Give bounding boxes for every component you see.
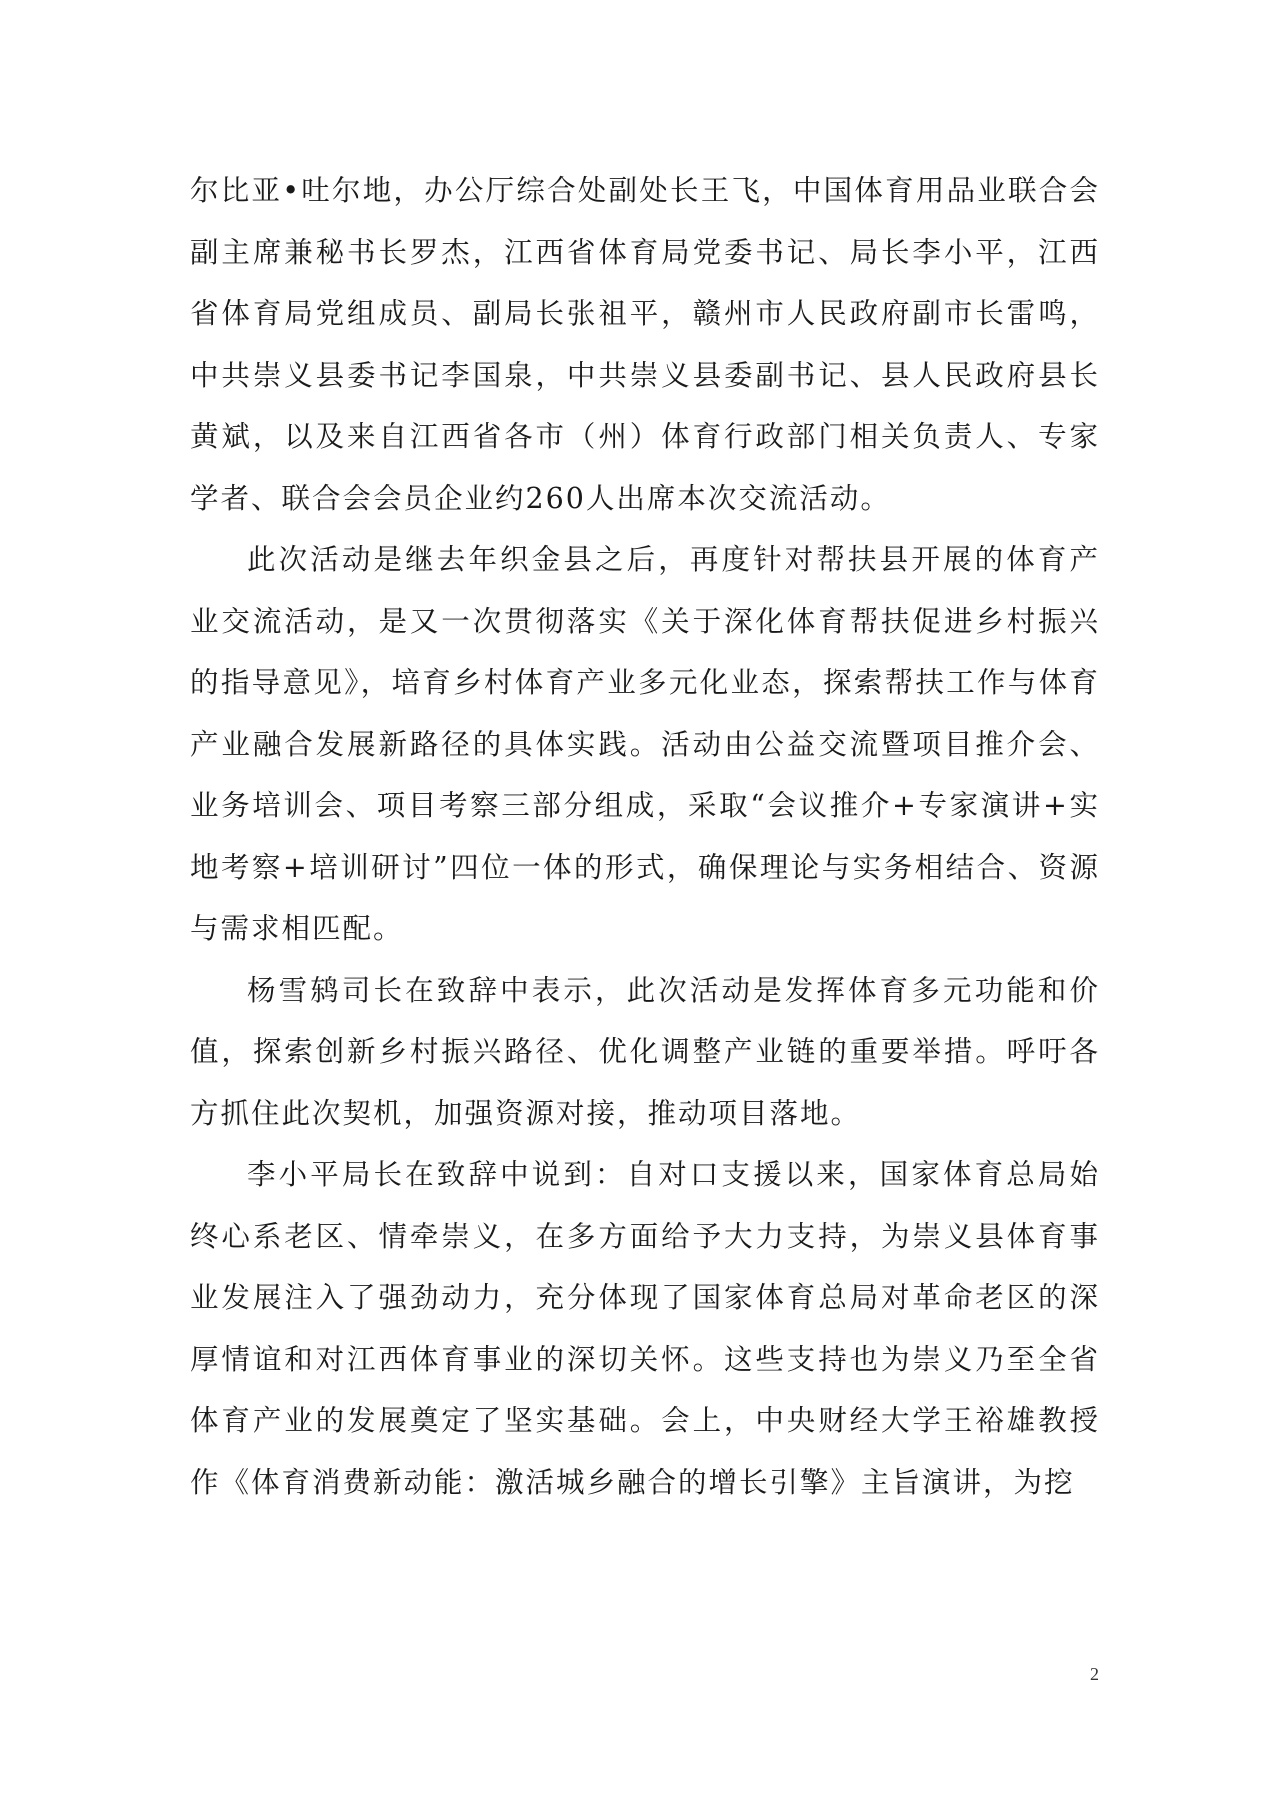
- paragraph-4: 李小平局长在致辞中说到：自对口支援以来，国家体育总局始终心系老区、情牵崇义，在多方面给予大力支持，为崇义县体育事业发展注入了强劲动力，充分体现了国家体育总局对革命老区的深厚情谊和对江西体育事业的深切关怀。这些支持也为崇义乃至全省体育产业的发展奠定了坚实基础。会上，中央财经大学王裕雄教授作《体育消费新动能：激活城乡融合的增长引擎》主旨演讲，为挖: [190, 1158, 1100, 1499]
- paragraph-2: 此次活动是继去年织金县之后，再度针对帮扶县开展的体育产业交流活动，是又一次贯彻落实《关于深化体育帮扶促进乡村振兴的指导意见》，培育乡村体育产业多元化业态，探索帮扶工作与体育产业融合发展新路径的具体实践。活动由公益交流暨项目推介会、业务培训会、项目考察三部分组成，采取“会议推介+专家演讲+实地考察+培训研讨”四位一体的形式，确保理论与实务相结合、资源与需求相匹配。: [190, 543, 1100, 945]
- paragraph-1: 尔比亚•吐尔地，办公厅综合处副处长王飞，中国体育用品业联合会副主席兼秘书长罗杰，江西省体育局党委书记、局长李小平，江西省体育局党组成员、副局长张祖平，赣州市人民政府副市长雷鸣，中共崇义县委书记李国泉，中共崇义县委副书记、县人民政府县长黄斌，以及来自江西省各市（州）体育行政部门相关负责人、专家学者、联合会会员企业约260人出席本次交流活动。: [190, 174, 1100, 515]
- document-body: [190, 160, 1100, 1513]
- paragraph-3: 杨雪鸫司长在致辞中表示，此次活动是发挥体育多元功能和价值，探索创新乡村振兴路径、优化调整产业链的重要举措。呼吁各方抓住此次契机，加强资源对接，推动项目落地。: [190, 973, 1100, 1130]
- page-number: 2: [1090, 1664, 1099, 1684]
